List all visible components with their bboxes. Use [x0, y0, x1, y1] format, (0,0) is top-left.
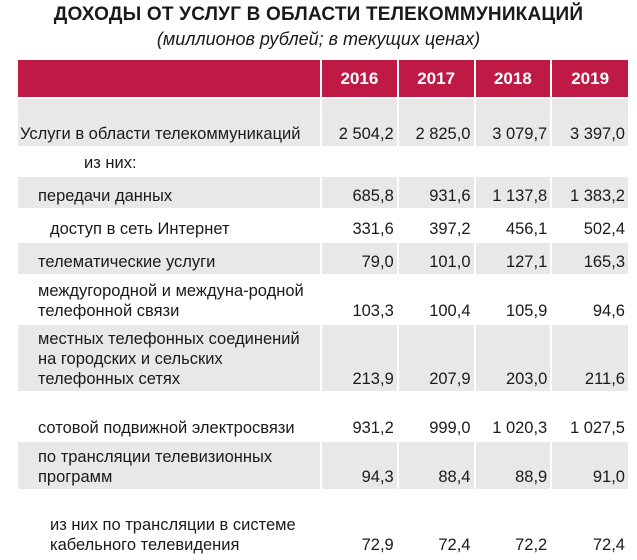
cell-2018: 72,2: [475, 490, 552, 557]
cell-2016: 331,6: [321, 209, 398, 242]
table-row-data-transmission: [18, 176, 628, 209]
row-label: телематические услуги: [18, 242, 321, 275]
row-label: Услуги в области телекоммуникаций: [18, 98, 321, 147]
column-header-2019: 2019: [551, 60, 628, 98]
cell-2017: 101,0: [398, 242, 475, 275]
cell-2017: 72,4: [398, 490, 475, 557]
column-header-label: [18, 60, 321, 98]
cell-2018: 3 079,7: [475, 98, 552, 147]
cell-2019: 211,6: [551, 324, 628, 392]
row-label: передачи данных: [18, 176, 321, 209]
cell-2019: 165,3: [551, 242, 628, 275]
row-label: местных телефонных соединений на городских и сельских телефонных сетях: [18, 324, 321, 392]
cell-2017: [398, 147, 475, 176]
cell-2019: 91,0: [551, 441, 628, 490]
table-row-mobile: [18, 392, 628, 441]
cell-2017: 207,9: [398, 324, 475, 392]
cell-2018: 456,1: [475, 209, 552, 242]
cell-2016: 2 504,2: [321, 98, 398, 147]
table-row-internet-access: [18, 209, 628, 242]
row-label: по трансляции телевизионных программ: [18, 441, 321, 490]
table-subtitle: (миллионов рублей; в текущих ценах): [156, 29, 481, 49]
column-header-2018: 2018: [475, 60, 552, 98]
cell-2017: 931,6: [398, 176, 475, 209]
cell-2018: 88,9: [475, 441, 552, 490]
cell-2019: 1 383,2: [551, 176, 628, 209]
table-row-of-which: [18, 147, 628, 176]
cell-2016: 79,0: [321, 242, 398, 275]
row-label: из них:: [18, 147, 321, 176]
cell-2019: 72,4: [551, 490, 628, 557]
cell-2019: [551, 147, 628, 176]
cell-2016: 931,2: [321, 392, 398, 441]
cell-2016: [321, 147, 398, 176]
table-header-row: [18, 60, 628, 98]
table-row-long-distance: [18, 275, 628, 324]
cell-2018: [475, 147, 552, 176]
cell-2019: 3 397,0: [551, 98, 628, 147]
cell-2018: 1 137,8: [475, 176, 552, 209]
table-row-telematic-services: [18, 242, 628, 275]
table-title: ДОХОДЫ ОТ УСЛУГ В ОБЛАСТИ ТЕЛЕКОММУНИКАЦИЙ: [53, 4, 584, 25]
row-label: сотовой подвижной электросвязи: [18, 392, 321, 441]
table-row-local-calls: [18, 324, 628, 392]
table-row-tv-broadcast: [18, 441, 628, 490]
cell-2017: 999,0: [398, 392, 475, 441]
row-label: из них по трансляции в системе кабельного телевидения: [18, 490, 321, 557]
cell-2018: 127,1: [475, 242, 552, 275]
cell-2017: 397,2: [398, 209, 475, 242]
cell-2016: 72,9: [321, 490, 398, 557]
table-row-telecom-services: [18, 98, 628, 147]
cell-2017: 2 825,0: [398, 98, 475, 147]
cell-2019: 502,4: [551, 209, 628, 242]
cell-2017: 100,4: [398, 275, 475, 324]
cell-2019: 94,6: [551, 275, 628, 324]
row-label: междугородной и междуна-родной телефонной связи: [18, 275, 321, 324]
cell-2016: 685,8: [321, 176, 398, 209]
column-header-2016: 2016: [321, 60, 398, 98]
cell-2019: 1 027,5: [551, 392, 628, 441]
telecom-revenue-table: [18, 60, 628, 557]
cell-2017: 88,4: [398, 441, 475, 490]
cell-2016: 213,9: [321, 324, 398, 392]
cell-2018: 105,9: [475, 275, 552, 324]
cell-2016: 94,3: [321, 441, 398, 490]
column-header-2017: 2017: [398, 60, 475, 98]
cell-2018: 1 020,3: [475, 392, 552, 441]
table-row-cable-tv: [18, 490, 628, 557]
cell-2016: 103,3: [321, 275, 398, 324]
cell-2018: 203,0: [475, 324, 552, 392]
row-label: доступ в сеть Интернет: [18, 209, 321, 242]
